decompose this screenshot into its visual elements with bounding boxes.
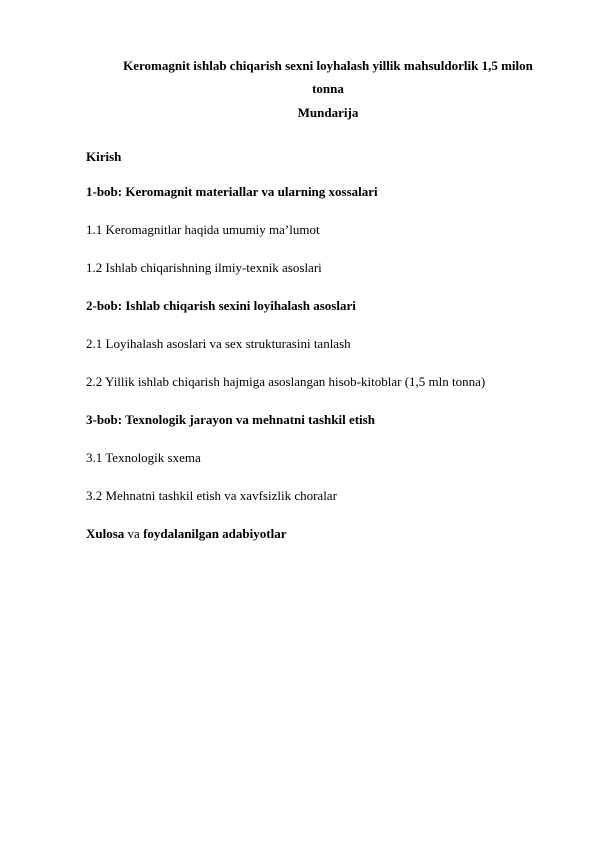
toc-entry-conclusion: [86, 525, 286, 542]
toc-conclusion-label: Xulosa: [86, 526, 125, 541]
toc-entry-section-3-1: 3.1 Texnologik sxema: [86, 450, 201, 465]
toc-entry-chapter-3: 3-bob: Texnologik jarayon va mehnatni tashkil etish: [86, 412, 375, 427]
toc-entry-section-1-2: 1.2 Ishlab chiqarishning ilmiy-texnik asoslari: [86, 260, 322, 275]
document-title-line-2: tonna: [312, 81, 344, 96]
toc-entry-section-2-1: 2.1 Loyihalash asoslari va sex strukturasini tanlash: [86, 336, 351, 351]
toc-conclusion-connector: va: [124, 526, 144, 541]
toc-entry-chapter-2: 2-bob: Ishlab chiqarish sexini loyihalash asoslari: [86, 298, 356, 313]
toc-entry-chapter-1: 1-bob: Keromagnit materiallar va ularning xossalari: [86, 184, 378, 199]
toc-entry-section-2-2: 2.2 Yillik ishlab chiqarish hajmiga asoslangan hisob-kitoblar (1,5 mln tonna): [86, 374, 486, 389]
document-title-line-1: Keromagnit ishlab chiqarish sexni loyhalash yillik mahsuldorlik 1,5 milon: [123, 58, 533, 73]
toc-entry-section-3-2: 3.2 Mehnatni tashkil etish va xavfsizlik choralar: [86, 488, 337, 503]
toc-references-label: foydalanilgan adabiyotlar: [143, 526, 287, 541]
toc-entry-section-1-1: 1.1 Keromagnitlar haqida umumiy ma’lumot: [86, 222, 320, 237]
toc-heading: Mundarija: [297, 105, 359, 120]
toc-entry-introduction: Kirish: [86, 149, 122, 164]
